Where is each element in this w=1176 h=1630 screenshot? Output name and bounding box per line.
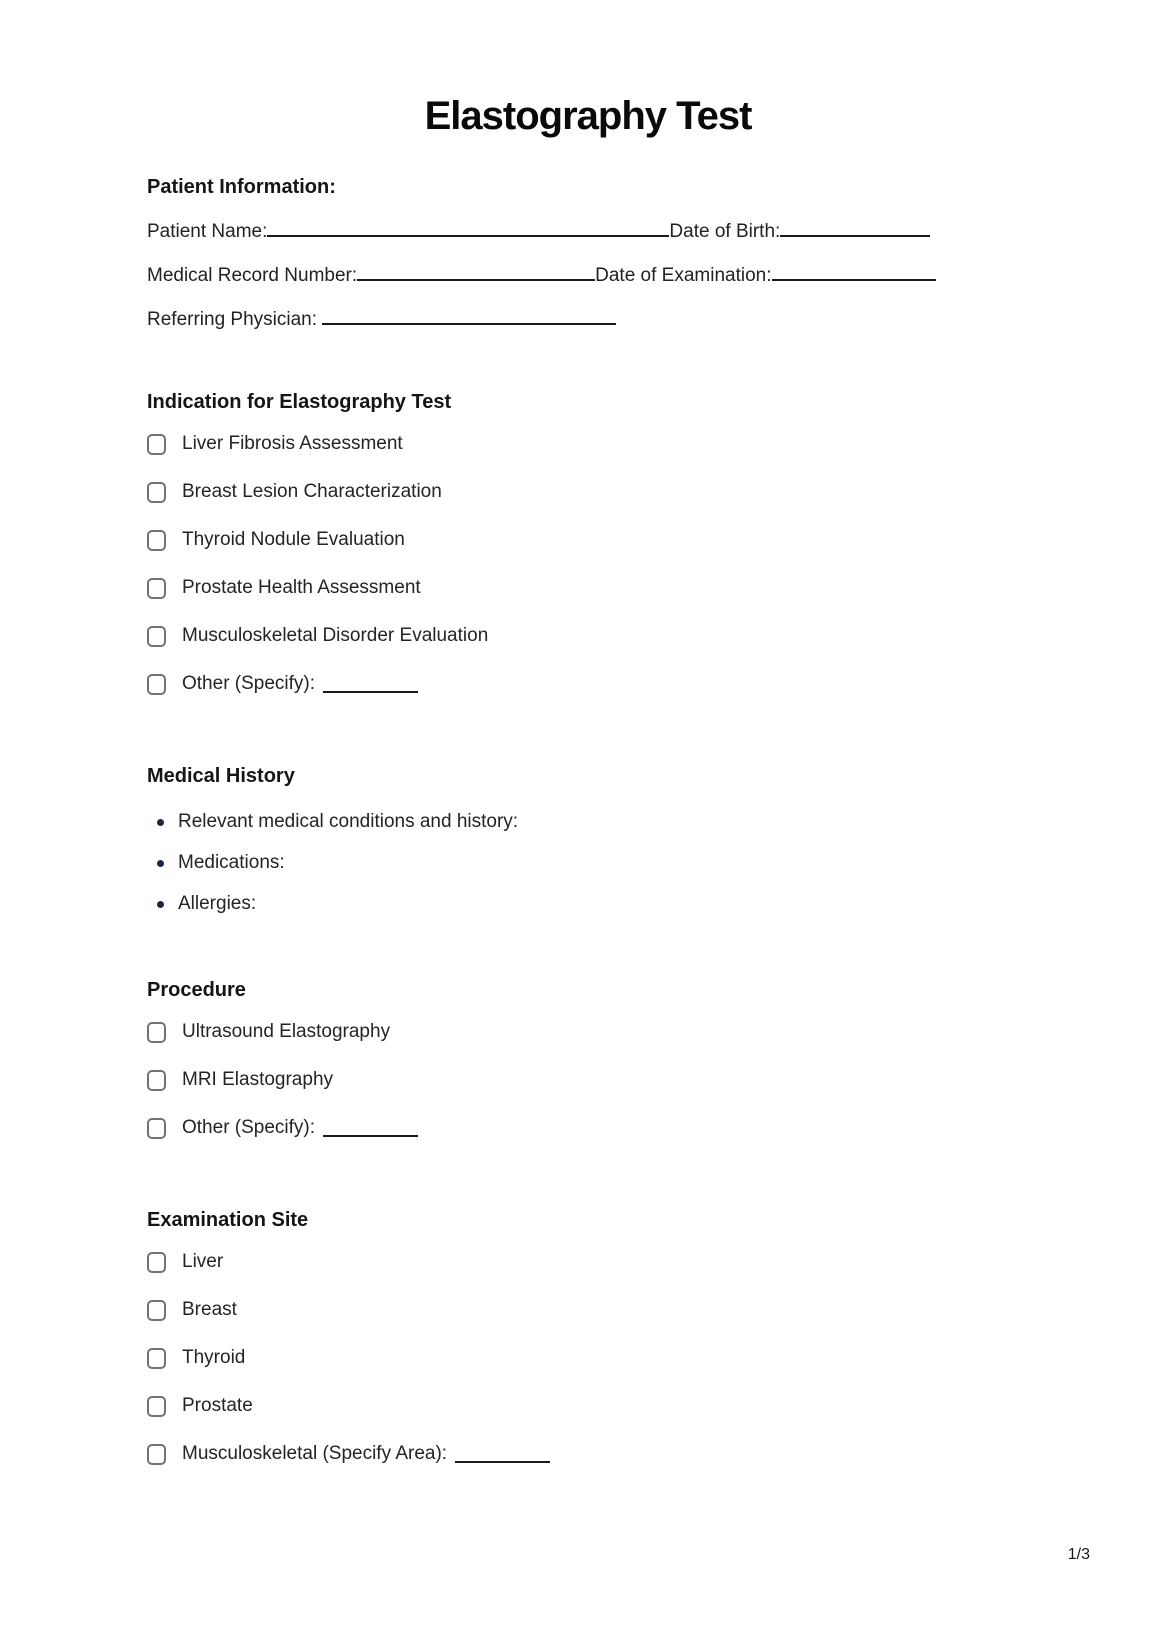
- indication-option-liver-fibrosis: [147, 433, 1029, 455]
- checkbox-label: Ultrasound Elastography: [182, 1021, 391, 1042]
- referring-physician-label: Referring Physician:: [147, 309, 323, 330]
- checkbox-label: Musculoskeletal (Specify Area):: [182, 1443, 448, 1464]
- procedure-option-mri: [147, 1069, 1029, 1091]
- checkbox-label: Breast: [182, 1299, 237, 1320]
- medical-record-number-label: Medical Record Number:: [147, 265, 358, 286]
- medical-history-item: [147, 852, 1029, 874]
- site-option-liver: [147, 1251, 1029, 1273]
- checkbox[interactable]: [147, 1444, 166, 1465]
- indication-option-breast-lesion: [147, 481, 1029, 503]
- checkbox-label: Liver Fibrosis Assessment: [182, 433, 403, 454]
- site-option-breast: [147, 1299, 1029, 1321]
- indication-option-prostate-health: [147, 577, 1029, 599]
- checkbox-label: Liver: [182, 1251, 224, 1272]
- specify-area-fill-line: [455, 1446, 550, 1463]
- other-specify-fill-line: [323, 1120, 418, 1137]
- referring-physician-fill-line: [322, 308, 616, 325]
- page-title: Elastography Test: [424, 94, 752, 138]
- date-of-examination-fill-line: [772, 264, 936, 281]
- medical-history-heading: Medical History: [147, 765, 295, 787]
- site-option-musculoskeletal: [147, 1443, 1029, 1465]
- checkbox-label: Other (Specify):: [182, 673, 316, 694]
- checkbox-label: Prostate: [182, 1395, 253, 1416]
- checkbox[interactable]: [147, 1022, 166, 1043]
- checkbox[interactable]: [147, 530, 166, 551]
- checkbox[interactable]: [147, 626, 166, 647]
- other-specify-fill-line: [323, 676, 418, 693]
- site-option-prostate: [147, 1395, 1029, 1417]
- procedure-option-other: [147, 1117, 1029, 1139]
- indication-heading: Indication for Elastography Test: [147, 391, 452, 413]
- bullet-icon: [157, 860, 164, 867]
- procedure-option-ultrasound: [147, 1021, 1029, 1043]
- checkbox[interactable]: [147, 1300, 166, 1321]
- checkbox[interactable]: [147, 1348, 166, 1369]
- checkbox-label: Prostate Health Assessment: [182, 577, 421, 598]
- checkbox-label: Thyroid Nodule Evaluation: [182, 529, 405, 550]
- medical-history-item: [147, 811, 1029, 833]
- patient-info-heading: Patient Information:: [147, 176, 336, 198]
- page-number: 1/3: [1067, 1546, 1090, 1563]
- bullet-icon: [157, 819, 164, 826]
- date-of-birth-fill-line: [780, 220, 930, 237]
- indication-option-other: [147, 673, 1029, 695]
- checkbox[interactable]: [147, 1118, 166, 1139]
- bullet-label: Allergies:: [178, 893, 257, 914]
- indication-option-thyroid-nodule: [147, 529, 1029, 551]
- examination-site-heading: Examination Site: [147, 1209, 309, 1231]
- checkbox[interactable]: [147, 578, 166, 599]
- checkbox-label: Breast Lesion Characterization: [182, 481, 442, 502]
- bullet-label: Relevant medical conditions and history:: [178, 811, 519, 832]
- checkbox[interactable]: [147, 1252, 166, 1273]
- checkbox[interactable]: [147, 434, 166, 455]
- checkbox[interactable]: [147, 482, 166, 503]
- medical-history-item: [147, 893, 1029, 915]
- medical-record-number-fill-line: [357, 264, 595, 281]
- referring-physician-row: [147, 308, 1029, 330]
- procedure-heading: Procedure: [147, 979, 246, 1001]
- patient-name-fill-line: [267, 220, 669, 237]
- bullet-icon: [157, 901, 164, 908]
- checkbox[interactable]: [147, 1070, 166, 1091]
- checkbox-label: Musculoskeletal Disorder Evaluation: [182, 625, 489, 646]
- indication-option-musculoskeletal: [147, 625, 1029, 647]
- date-of-birth-label: Date of Birth:: [669, 221, 781, 242]
- checkbox-label: MRI Elastography: [182, 1069, 334, 1090]
- site-option-thyroid: [147, 1347, 1029, 1369]
- bullet-label: Medications:: [178, 852, 285, 873]
- medical-record-row: [147, 264, 1029, 286]
- patient-name-row: [147, 220, 1029, 242]
- checkbox-label: Thyroid: [182, 1347, 246, 1368]
- checkbox[interactable]: [147, 674, 166, 695]
- date-of-examination-label: Date of Examination:: [595, 265, 772, 286]
- patient-name-label: Patient Name:: [147, 221, 268, 242]
- checkbox[interactable]: [147, 1396, 166, 1417]
- checkbox-label: Other (Specify):: [182, 1117, 316, 1138]
